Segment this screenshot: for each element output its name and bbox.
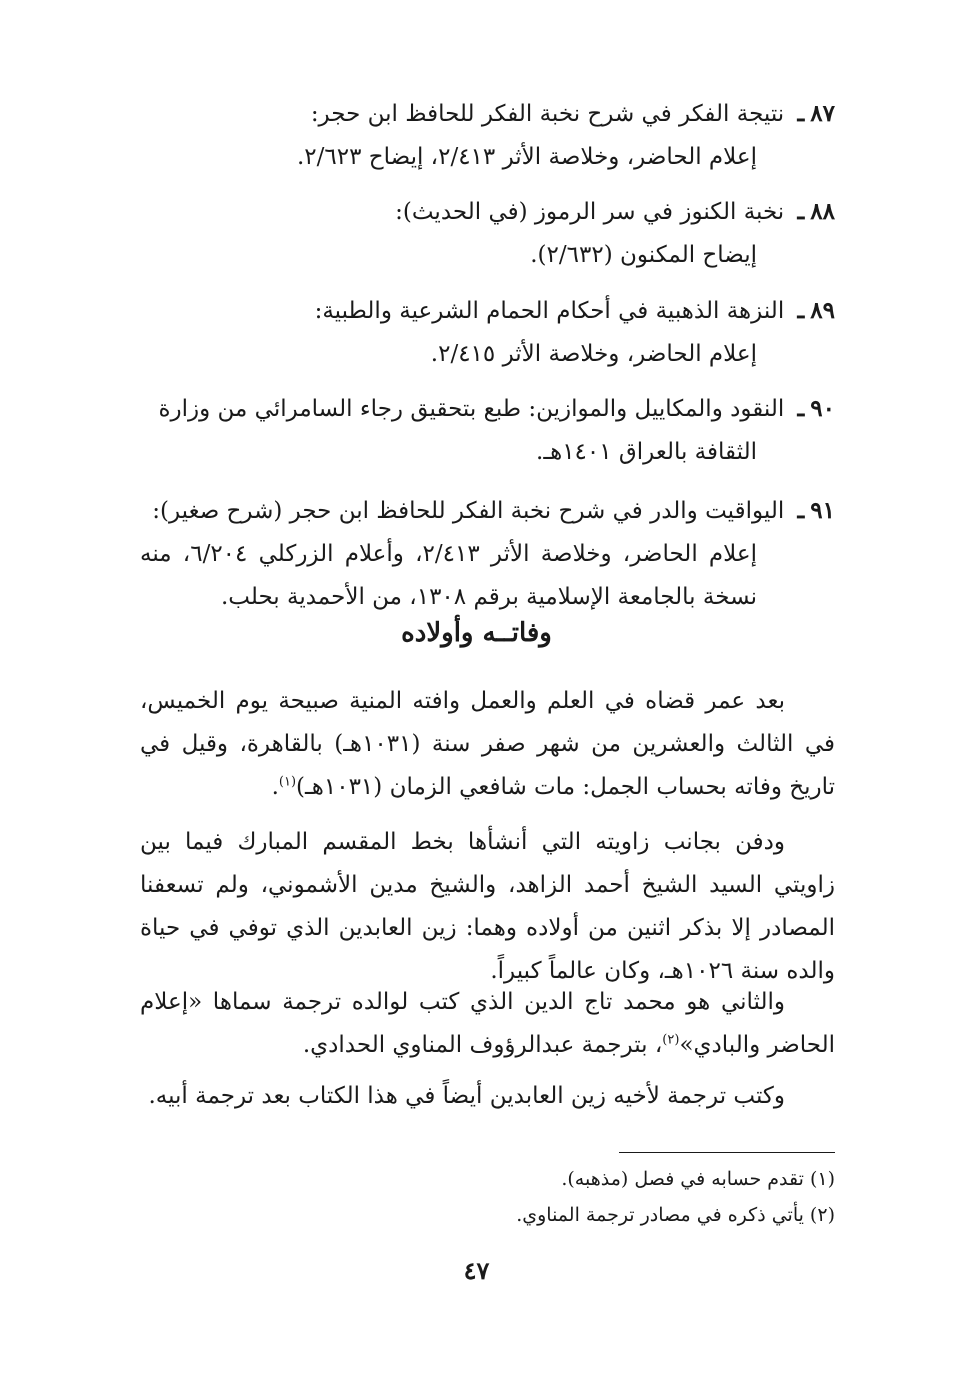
section-heading: وفاتــه وأولاده — [401, 618, 552, 648]
page-number: ٤٧ — [463, 1256, 490, 1285]
entry-title: اليواقيت والدر في شرح نخبة الفكر للحافظ ابن حجر (شرح صغير): — [152, 498, 785, 524]
entry-number: ٩٠ — [810, 395, 835, 422]
entry-sources: إعلام الحاضر، وخلاصة الأثر ٢/٤١٣، إيضاح ٢/٦٢٣. — [296, 144, 757, 170]
entry-dash: ـ — [797, 100, 805, 127]
entry-sources: إعلام الحاضر، وخلاصة الأثر ٢/٤١٣، وأعلام الزركلي ٦/٢٠٤، منه نسخة بالجامعة الإسلامية برقم ١٣٠٨، من الأحمدية بحلب. — [140, 541, 757, 610]
paragraph-burial — [140, 821, 835, 993]
bibliography-entry-91 — [140, 489, 835, 619]
footnote-divider — [619, 1152, 835, 1153]
entry-title: النزهة الذهبية في أحكام الحمام الشرعية والطبية: — [314, 298, 785, 324]
entry-number: ٨٧ — [810, 100, 835, 127]
footnote-ref: (٢) — [662, 1032, 680, 1048]
bibliography-entry-89 — [140, 289, 835, 376]
paragraph-second-son — [140, 981, 835, 1067]
entry-title: نتيجة الفكر في شرح نخبة الفكر للحافظ ابن حجر: — [310, 101, 785, 127]
footnote-ref: (١) — [278, 774, 297, 790]
entry-number: ٨٨ — [810, 198, 835, 225]
entry-sources: إعلام الحاضر، وخلاصة الأثر ٢/٤١٥. — [430, 341, 757, 367]
paragraph-text: بعد عمر قضاه في العلم والعمل وافته المنية صبيحة يوم الخميس، في الثالث والعشرين من شهر صفر سنة (١٠٣١هـ) بالقاهرة، وقيل في تاريخ وفاته بحساب الجمل: مات شافعي الزمان (١٠٣١هـ) — [140, 688, 835, 800]
bibliography-entry-90 — [140, 387, 835, 474]
entry-title: نخبة الكنوز في سر الرموز (في الحديث): — [395, 199, 785, 225]
footnote-1: (١) تقدم حسابه في فصل (مذهبه). — [561, 1168, 835, 1190]
paragraph-tail: . — [271, 774, 279, 800]
entry-number: ٩١ — [810, 497, 835, 524]
entry-sources: الثقافة بالعراق ١٤٠١هـ. — [536, 439, 757, 465]
footnote-2: (٢) يأتي ذكره في مصادر ترجمة المناوي. — [516, 1204, 835, 1226]
paragraph-text: والثاني هو محمد تاج الدين الذي كتب لوالده ترجمة سماها «إعلام الحاضر والبادي» — [140, 989, 835, 1058]
entry-dash: ـ — [797, 497, 805, 524]
bibliography-entry-87 — [140, 92, 835, 179]
entry-number: ٨٩ — [810, 297, 835, 324]
paragraph-tail: ، بترجمة عبدالرؤوف المناوي الحدادي. — [302, 1032, 663, 1058]
paragraph-death — [140, 680, 835, 809]
paragraph-brother — [140, 1075, 835, 1118]
entry-dash: ـ — [797, 395, 805, 422]
entry-dash: ـ — [797, 198, 805, 225]
paragraph-text: ودفن بجانب زاويته التي أنشأها بخط المقسم المبارك فيما بين زاويتي السيد الشيخ أحمد الزاهد، والشيخ مدين الأشموني، ولم تسعفنا المصادر إلا بذكر اثنين من أولاده وهما: زين العابدين الذي توفي في حياة والده سنة ١٠٢٦هـ، وكان عالماً كبيراً. — [140, 829, 835, 984]
entry-dash: ـ — [797, 297, 805, 324]
entry-sources: إيضاح المكنون (٢/٦٣٢). — [530, 242, 757, 268]
entry-title: النقود والمكاييل والموازين: طبع بتحقيق رجاء السامرائي من وزارة — [158, 396, 785, 422]
paragraph-text: وكتب ترجمة لأخيه زين العابدين أيضاً في هذا الكتاب بعد ترجمة أبيه. — [148, 1083, 785, 1109]
bibliography-entry-88 — [140, 190, 835, 277]
